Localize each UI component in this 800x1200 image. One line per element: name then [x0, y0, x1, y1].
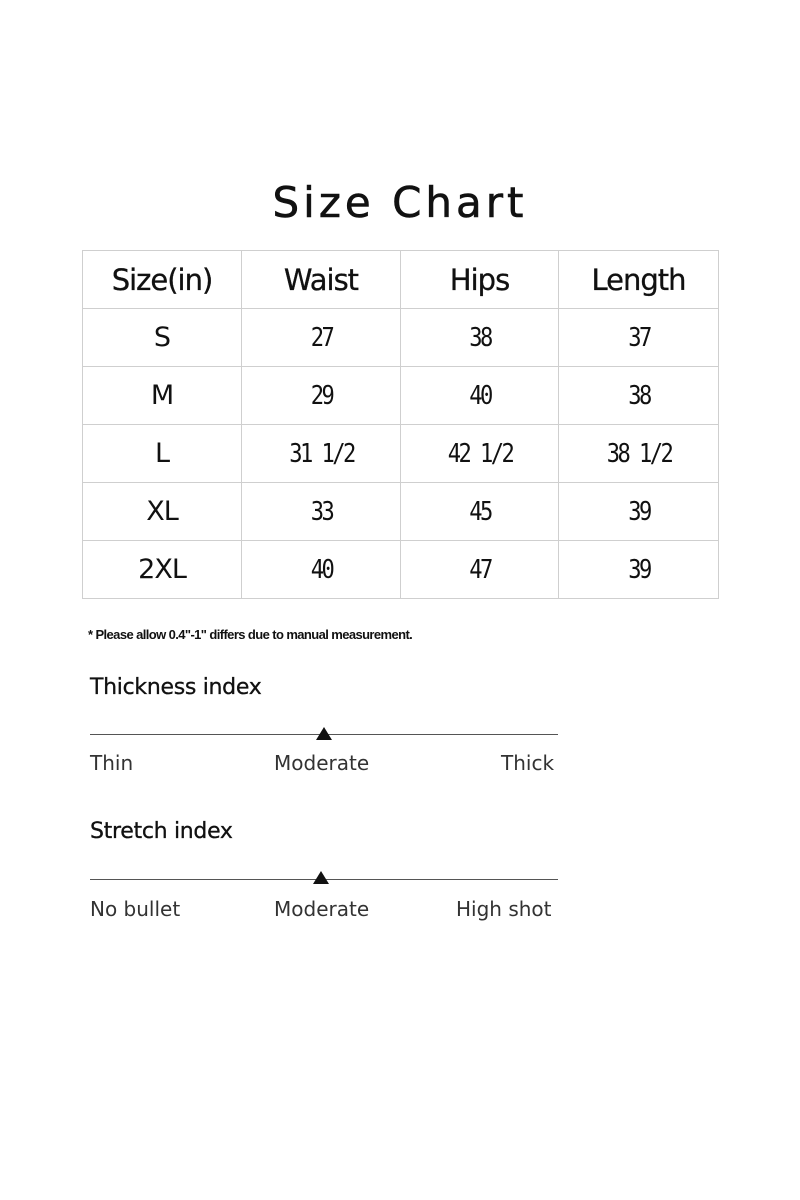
thickness-label-thick: Thick	[501, 751, 555, 775]
hips-cell: 47	[412, 541, 546, 599]
stretch-marker-icon	[313, 871, 329, 884]
stretch-label-no-bullet: No bullet	[90, 897, 181, 921]
size-cell: XL	[83, 483, 242, 541]
waist-cell: 29	[253, 367, 388, 425]
thickness-index-title: Thickness index	[90, 675, 262, 700]
table-header-row	[83, 251, 719, 309]
hips-cell: 45	[412, 483, 546, 541]
table-row	[83, 425, 719, 483]
size-table	[82, 250, 719, 599]
header-hips: Hips	[401, 251, 559, 309]
size-cell: M	[83, 367, 242, 425]
table-row	[83, 541, 719, 599]
table-row	[83, 367, 719, 425]
waist-cell: 31 1/2	[253, 425, 388, 483]
size-cell: L	[83, 425, 242, 483]
waist-cell: 40	[253, 541, 388, 599]
table-row	[83, 309, 719, 367]
stretch-label-high-shot: High shot	[456, 897, 552, 921]
size-cell: 2XL	[83, 541, 242, 599]
measurement-note: * Please allow 0.4"-1" differs due to manual measurement.	[88, 627, 413, 642]
thickness-label-moderate: Moderate	[274, 751, 370, 775]
header-length: Length	[559, 251, 719, 309]
length-cell: 37	[571, 309, 707, 367]
hips-cell: 38	[412, 309, 546, 367]
page-title: Size Chart	[272, 178, 528, 227]
length-cell: 39	[571, 483, 707, 541]
stretch-label-moderate: Moderate	[274, 897, 370, 921]
size-cell: S	[83, 309, 242, 367]
stretch-index-title: Stretch index	[90, 819, 233, 844]
hips-cell: 40	[412, 367, 546, 425]
thickness-label-thin: Thin	[90, 751, 134, 775]
waist-cell: 27	[253, 309, 388, 367]
thickness-marker-icon	[316, 727, 332, 740]
waist-cell: 33	[253, 483, 388, 541]
header-size: Size(in)	[83, 251, 242, 309]
length-cell: 38 1/2	[571, 425, 707, 483]
length-cell: 38	[571, 367, 707, 425]
hips-cell: 42 1/2	[412, 425, 546, 483]
header-waist: Waist	[242, 251, 401, 309]
table-row	[83, 483, 719, 541]
length-cell: 39	[571, 541, 707, 599]
